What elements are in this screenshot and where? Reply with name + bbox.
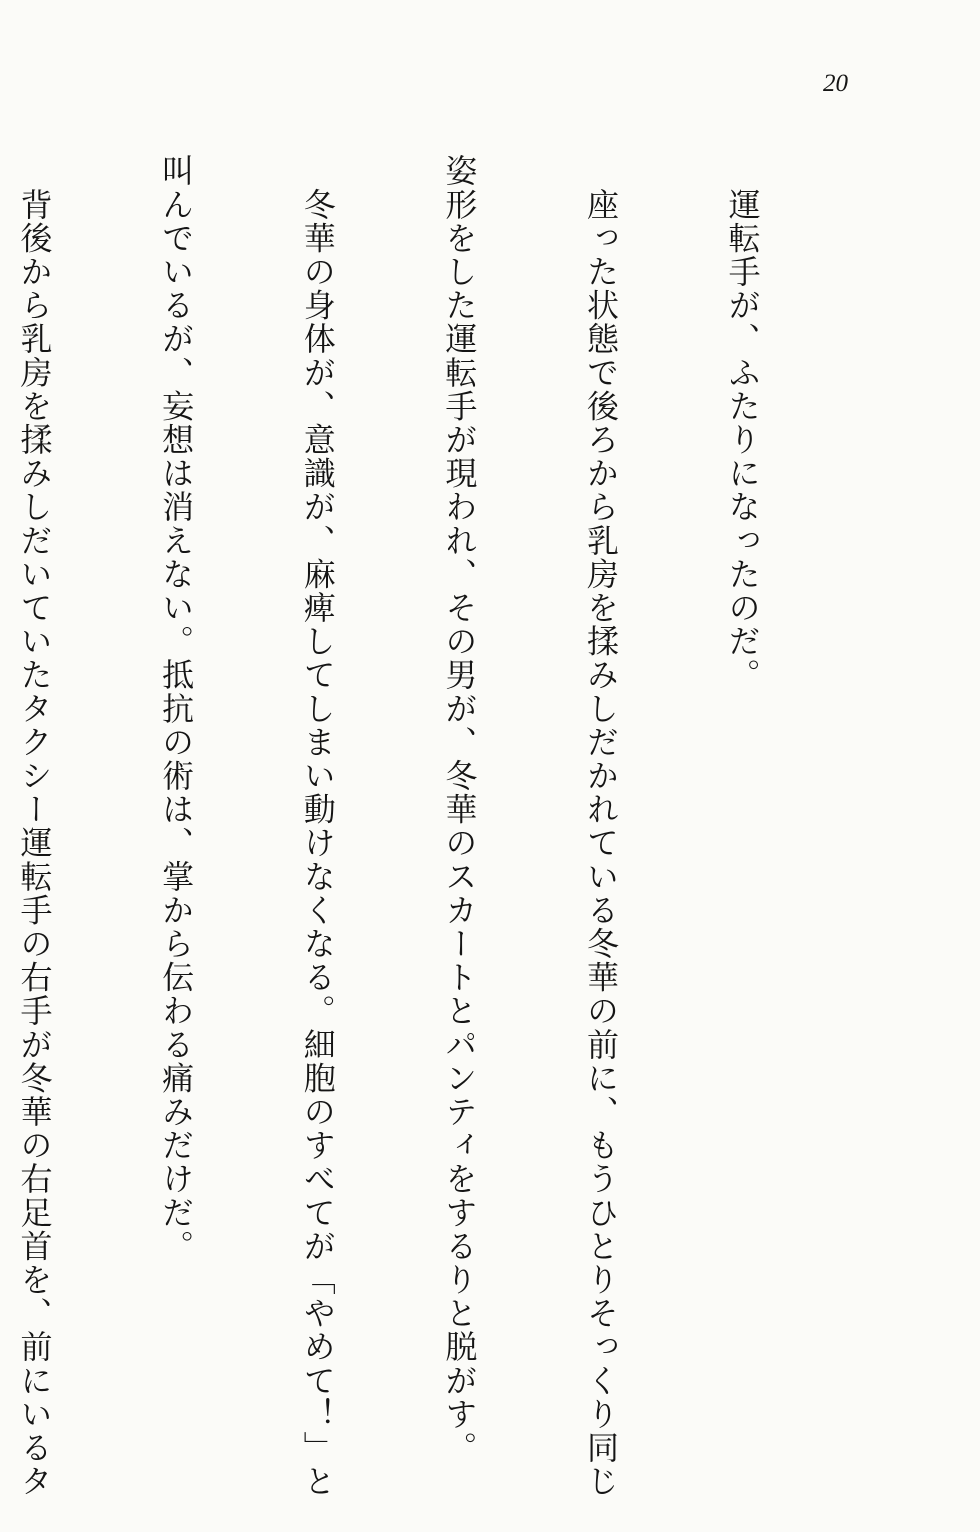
page-number: 20 [823,70,848,97]
body-text [0,154,860,1498]
text-line: 冬華の身体が、意識が、麻痺してしまい動けなくなる。細胞のすべてが「やめて！」と [298,154,337,1498]
text-line: 座った状態で後ろから乳房を揉みしだかれている冬華の前に、もうひとりそっくり同じ [581,154,620,1498]
text-line: 背後から乳房を揉みしだいていたタクシー運転手の右手が冬華の右足首を、前にいるタ [15,154,54,1498]
text-line: 運転手が、ふたりになったのだ。 [723,154,762,692]
text-line: 姿形をした運転手が現われ、その男が、冬華のスカートとパンティをするりと脱がす。 [440,154,479,1465]
text-line: 叫んでいるが、妄想は消えない。抵抗の術は、掌から伝わる痛みだけだ。 [157,154,196,1263]
